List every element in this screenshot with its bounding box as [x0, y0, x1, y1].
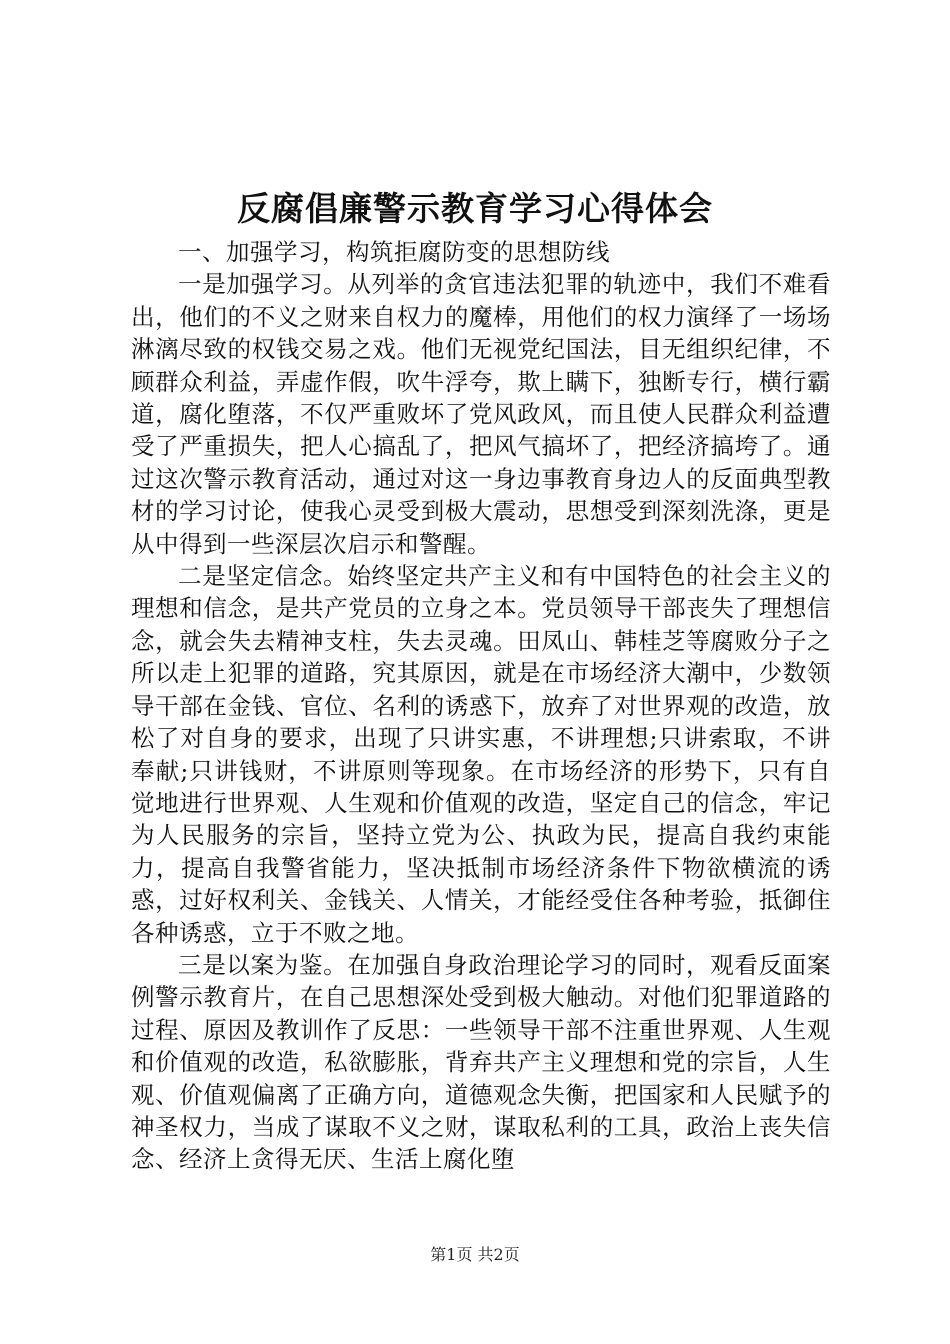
section-heading: 一、加强学习，构筑拒腐防变的思想防线: [178, 238, 610, 266]
page-footer: 第1页 共2页: [430, 1245, 520, 1264]
paragraph-1: 一是加强学习。从列举的贪官违法犯罪的轨迹中，我们不难看出，他们的不义之财来自权力的魔棒，用他们的权力演绎了一场场淋漓尽致的权钱交易之戏。他们无视党纪国法，目无组织纪律，不顾群众利益，弄虚作假，吹牛浮夸，欺上瞒下，独断专行，横行霸道，腐化堕落，不仅严重败坏了党风政风，而且使人民群众利益遭受了严重损失，把人心搞乱了，把风气搞坏了，把经济搞垮了。通过这次警示教育活动，通过对这一身边事教育身边人的反面典型教材的学习讨论，使我心灵受到极大震动，思想受到深刻洗涤，更是从中得到一些深层次启示和警醒。: [131, 270, 831, 558]
document-title: 反腐倡廉警示教育学习心得体会: [237, 189, 713, 228]
paragraph-3: 三是以案为鉴。在加强自身政治理论学习的同时，观看反面案例警示教育片，在自己思想深处受到极大触动。对他们犯罪道路的过程、原因及教训作了反思：一些领导干部不注重世界观、人生观和价值观的改造，私欲膨胀，背弃共产主义理想和党的宗旨，人生观、价值观偏离了正确方向，道德观念失衡，把国家和人民赋予的神圣权力，当成了谋取不义之财，谋取私利的工具，政治上丧失信念、经济上贪得无厌、生活上腐化堕: [131, 950, 831, 1174]
document-body: [131, 236, 831, 1176]
paragraph-2: 二是坚定信念。始终坚定共产主义和有中国特色的社会主义的理想和信念，是共产党员的立身之本。党员领导干部丧失了理想信念，就会失去精神支柱，失去灵魂。田凤山、韩桂芝等腐败分子之所以走上犯罪的道路，究其原因，就是在市场经济大潮中，少数领导干部在金钱、官位、名利的诱惑下，放弃了对世界观的改造，放松了对自身的要求，出现了只讲实惠，不讲理想;只讲索取，不讲奉献;只讲钱财，不讲原则等现象。在市场经济的形势下，只有自觉地进行世界观、人生观和价值观的改造，坚定自己的信念，牢记为人民服务的宗旨，坚持立党为公、执政为民，提高自我约束能力，提高自我警省能力，坚决抵制市场经济条件下物欲横流的诱惑，过好权利关、金钱关、人情关，才能经受住各种考验，抵御住各种诱惑，立于不败之地。: [131, 562, 831, 947]
